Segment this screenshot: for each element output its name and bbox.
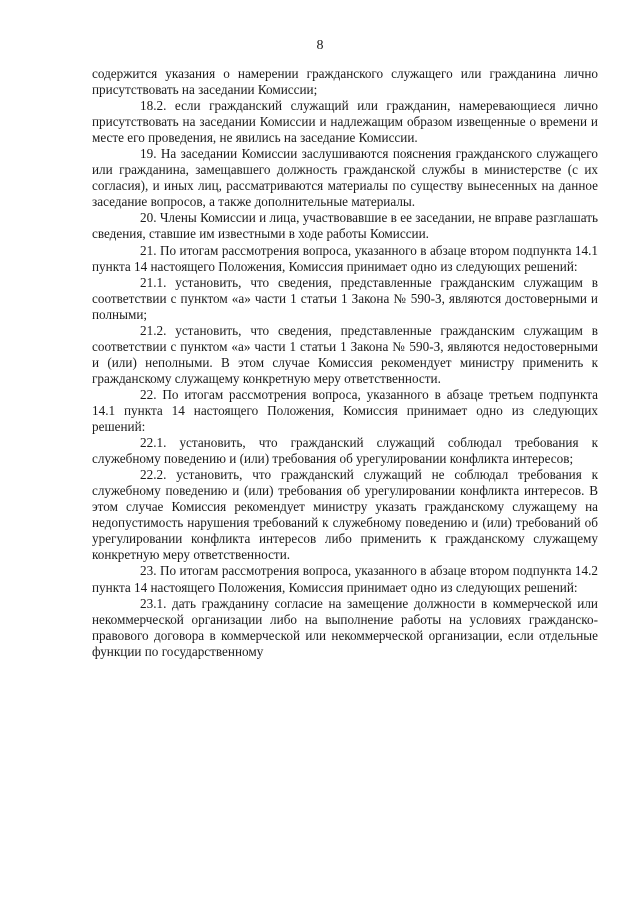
paragraph-22-1: 22.1. установить, что гражданский служащий соблюдал требования к служебному поведению и (или) требования об урегулировании конфликта интересов;	[92, 435, 598, 467]
paragraph-21-1: 21.1. установить, что сведения, представленные гражданским служащим в соответствии с пунктом «а» части 1 статьи 1 Закона № 590-З, являются достоверными и полными;	[92, 274, 598, 322]
paragraph-20: 20. Члены Комиссии и лица, участвовавшие в ее заседании, не вправе разглашать сведения, ставшие им известными в ходе работы Комиссии.	[92, 210, 598, 242]
page-number: 8	[316, 38, 324, 53]
paragraph-continuation: содержится указания о намерении гражданского служащего или гражданина лично присутствовать на заседании Комиссии;	[92, 66, 598, 98]
paragraph-22-2: 22.2. установить, что гражданский служащий не соблюдал требования к служебному поведению и (или) требования об урегулировании конфликта интересов. В этом случае Комиссия рекомендует министру указать гражданскому служащему на недопустимость нарушения требований к служебному поведению и (или) требований об урегулировании конфликта интересов либо применить к гражданскому служащему конкретную меру ответственности.	[92, 467, 598, 563]
paragraph-21: 21. По итогам рассмотрения вопроса, указанного в абзаце втором подпункта 14.1 пункта 14 настоящего Положения, Комиссия принимает одно из следующих решений:	[92, 242, 598, 274]
paragraph-23: 23. По итогам рассмотрения вопроса, указанного в абзаце втором подпункта 14.2 пункта 14 настоящего Положения, Комиссия принимает одно из следующих решений:	[92, 563, 598, 595]
paragraph-21-2: 21.2. установить, что сведения, представленные гражданским служащим в соответствии с пунктом «а» части 1 статьи 1 Закона № 590-З, являются недостоверными и (или) неполными. В этом случае Комиссия рекомендует министру применить к гражданскому служащему конкретную меру ответственности.	[92, 322, 598, 386]
document-body	[92, 66, 598, 660]
paragraph-19: 19. На заседании Комиссии заслушиваются пояснения гражданского служащего или гражданина, замещавшего должность гражданской службы в министерстве (с их согласия), и иных лиц, рассматриваются материалы по существу вынесенных на данное заседание вопросов, а также дополнительные материалы.	[92, 146, 598, 210]
paragraph-23-1: 23.1. дать гражданину согласие на замещение должности в коммерческой или некоммерческой организации либо на выполнение работы на условиях гражданско-правового договора в коммерческой или некоммерческой организации, если отдельные функции по государственному	[92, 595, 598, 659]
paragraph-18-2: 18.2. если гражданский служащий или гражданин, намеревающиеся лично присутствовать на заседании Комиссии и надлежащим образом извещенные о времени и месте его проведения, не явились на заседание Комиссии.	[92, 98, 598, 146]
paragraph-22: 22. По итогам рассмотрения вопроса, указанного в абзаце третьем подпункта 14.1 пункта 14 настоящего Положения, Комиссия принимает одно из следующих решений:	[92, 386, 598, 435]
